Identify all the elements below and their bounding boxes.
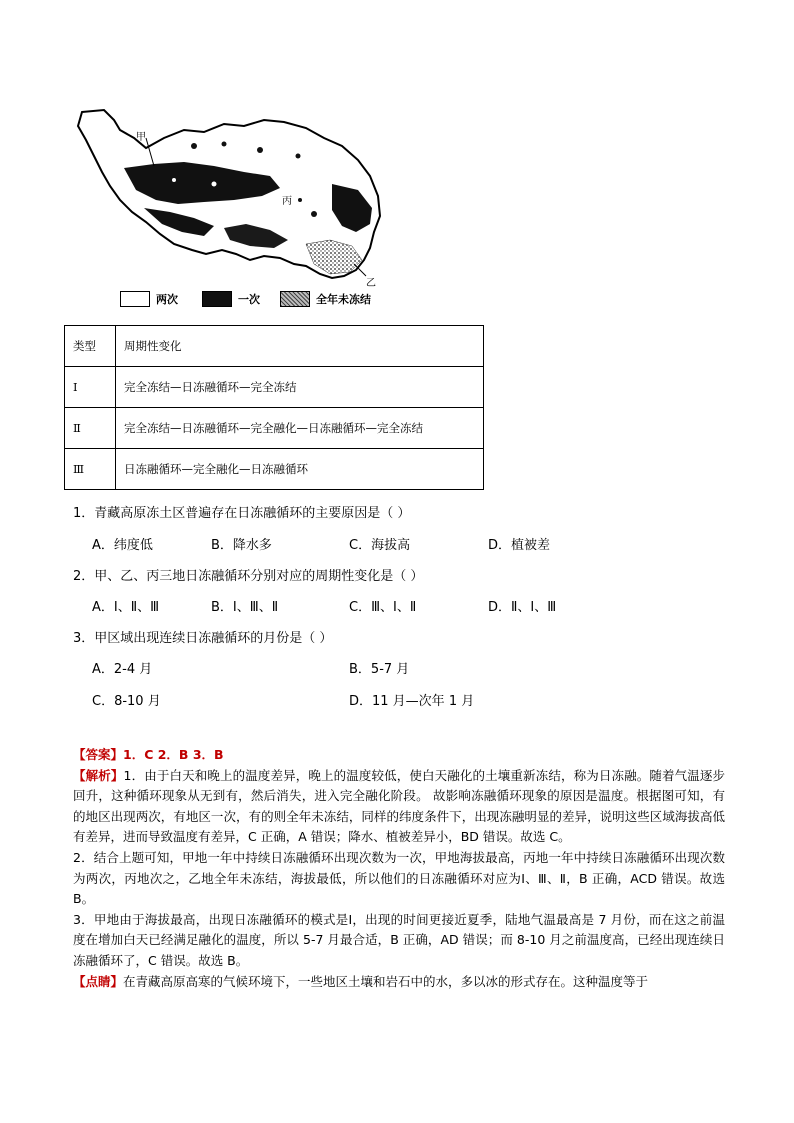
dianjing-label: 【点睛】: [73, 973, 124, 989]
table-cell-change: 完全冻结—日冻融循环—完全冻结: [116, 367, 484, 408]
label-bing: 丙: [282, 196, 292, 207]
question-1-option-a[interactable]: A．纬度低: [92, 538, 153, 553]
table-cell-type: Ⅰ: [65, 367, 116, 408]
cycle-type-table: [64, 325, 484, 490]
legend-item-two: [120, 290, 178, 308]
table-cell-type: Ⅱ: [65, 408, 116, 449]
table-row: [65, 408, 484, 449]
question-1-option-c[interactable]: C．海拔高: [349, 538, 411, 553]
analysis-paragraph-2: 2．结合上题可知，甲地一年中持续日冻融循环出现次数为一次，甲地海拔最高，丙地一年中持续日冻融循环出现次数为两次，丙地次之，乙地全年未冻结，海拔最低，所以他们的日冻融循环对应为Ⅰ、Ⅲ、Ⅱ，B 正确，ACD 错误。故选 B。: [73, 849, 725, 907]
question-3-option-a[interactable]: A．2-4 月: [92, 662, 153, 677]
analysis-paragraph-3: 3．甲地由于海拔最高，出现日冻融循环的模式是Ⅰ，出现的时间更接近夏季，陆地气温最高是 7 月份，而在这之前温度在增加白天已经满足融化的温度，所以 5-7 月最合适，B 正确，AD 错误；而 8-10 月之前温度高，已经出现连续日冻融循环了，C 错误。故选 B。: [73, 911, 725, 968]
table-row: [65, 367, 484, 408]
table-header-cell: 类型: [65, 326, 116, 367]
question-3-stem: 3．甲区域出现连续日冻融循环的月份是（ ）: [73, 631, 333, 646]
label-yi: 乙: [366, 278, 376, 289]
legend-swatch-dotted: [280, 291, 310, 307]
question-1-option-b[interactable]: B．降水多: [211, 538, 272, 553]
table-cell-change: 日冻融循环—完全融化—日冻融循环: [116, 449, 484, 490]
question-2-stem: 2．甲、乙、丙三地日冻融循环分别对应的周期性变化是（ ）: [73, 569, 424, 584]
analysis-text-1: 1．由于白天和晚上的温度差异，晚上的温度较低，使白天融化的土壤重新冻结，称为日冻融。随着气温逐步回升，这种循环现象从无到有，然后消失，进入完全融化阶段。 故影响冻融循环现象的原因是温度。根据图可知，有的地区出现两次，有地区一次，有的则全年未冻结，同样的纬度条件下，出现冻融明显的差异，说明这些区域海拔高低有差异，进而导致温度有差异，C 正确，A 错误；降水、植被差异小，BD 错误。故选 C。: [73, 767, 725, 845]
question-3-option-c[interactable]: C．8-10 月: [92, 694, 161, 709]
question-3-option-d[interactable]: D．11 月—次年 1 月: [349, 694, 475, 709]
answer-analysis-section: [73, 745, 725, 992]
answer-label: 【答案】: [73, 747, 124, 762]
label-jia: 甲: [136, 132, 146, 143]
dianjing-text: 在青藏高原高寒的气候环境下，一些地区土壤和岩石中的水，多以冰的形式存在。这种温度等于: [123, 973, 649, 989]
table-cell-change: 完全冻结—日冻融循环—完全融化—日冻融循环—完全冻结: [116, 408, 484, 449]
question-2-option-a[interactable]: A．Ⅰ、Ⅱ、Ⅲ: [92, 600, 160, 615]
question-2-option-d[interactable]: D．Ⅱ、Ⅰ、Ⅲ: [488, 600, 557, 615]
question-1-option-d[interactable]: D．植被差: [488, 538, 551, 553]
legend-label: 一次: [238, 293, 260, 306]
answer-text: 1．C 2．B 3．B: [123, 747, 224, 762]
table-row: [65, 449, 484, 490]
legend-item-unfrozen: [280, 290, 371, 308]
dianjing-paragraph: [73, 972, 725, 993]
question-1-stem: 1．青藏高原冻土区普遍存在日冻融循环的主要原因是（ ）: [73, 506, 411, 521]
table-header-row: [65, 326, 484, 367]
legend-label: 两次: [156, 293, 178, 306]
table-cell-type: Ⅲ: [65, 449, 116, 490]
analysis-label: 【解析】: [73, 767, 124, 783]
table-header-cell: 周期性变化: [116, 326, 484, 367]
permafrost-map: [74, 104, 386, 304]
answer-line: [73, 745, 725, 766]
legend-swatch-white: [120, 291, 150, 307]
legend-item-one: [202, 290, 260, 308]
question-2-option-b[interactable]: B．Ⅰ、Ⅲ、Ⅱ: [211, 600, 279, 615]
analysis-paragraph-1: [73, 766, 725, 848]
legend-swatch-black: [202, 291, 232, 307]
legend-label: 全年未冻结: [316, 293, 371, 306]
question-3-option-b[interactable]: B．5-7 月: [349, 662, 410, 677]
question-2-option-c[interactable]: C．Ⅲ、Ⅰ、Ⅱ: [349, 600, 417, 615]
